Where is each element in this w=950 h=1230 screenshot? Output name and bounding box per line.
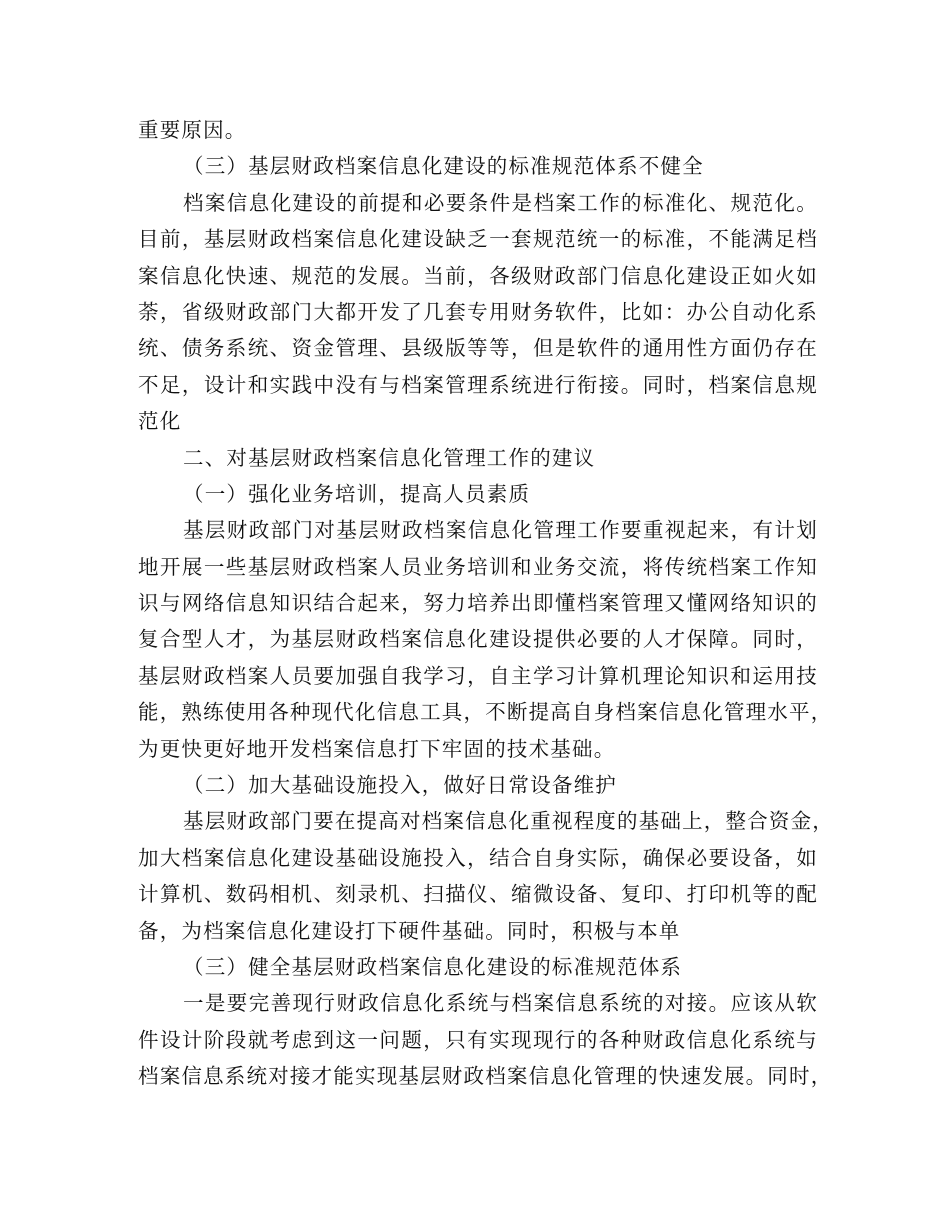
text-line: 为更快更好地开发档案信息打下牢固的技术基础。 — [138, 736, 616, 761]
text-line: 一是要完善现行财政信息化系统与档案信息系统的对接。应该从软 — [183, 991, 818, 1016]
chapter-heading: 二、对基层财政档案信息化管理工作的建议 — [183, 445, 596, 470]
text-line: 范化 — [138, 409, 182, 434]
text-line: 荼，省级财政部门大都开发了几套专用财务软件，比如：办公自动化系 — [138, 299, 818, 324]
text-line: 件设计阶段就考虑到这一问题，只有实现现行的各种财政信息化系统与 — [138, 1027, 818, 1052]
text-line: 案信息化快速、规范的发展。当前，各级财政部门信息化建设正如火如 — [138, 263, 818, 288]
section-heading: （一）强化业务培训，提高人员素质 — [183, 481, 531, 506]
text-line: 地开展一些基层财政档案人员业务培训和业务交流，将传统档案工作知 — [138, 554, 818, 579]
section-heading: （三）基层财政档案信息化建设的标准规范体系不健全 — [183, 154, 704, 179]
text-line: 统、债务系统、资金管理、县级版等等，但是软件的通用性方面仍存在 — [138, 336, 818, 361]
body-text — [138, 112, 834, 1095]
text-line: 复合型人才，为基层财政档案信息化建设提供必要的人才保障。同时， — [138, 627, 818, 652]
section-heading: （三）健全基层财政档案信息化建设的标准规范体系 — [183, 954, 683, 979]
text-line: 重要原因。 — [138, 118, 247, 142]
text-line: 档案信息系统对接才能实现基层财政档案信息化管理的快速发展。同时， — [138, 1064, 833, 1089]
text-line: 备，为档案信息化建设打下硬件基础。同时，积极与本单 — [138, 918, 681, 943]
text-line: 目前，基层财政档案信息化建设缺乏一套规范统一的标准，不能满足档 — [138, 227, 818, 252]
text-line: 加大档案信息化建设基础设施投入，结合自身实际，确保必要设备，如 — [138, 845, 818, 870]
text-line: 基层财政部门要在提高对档案信息化重视程度的基础上，整合资金， — [183, 809, 834, 834]
text-line: 识与网络信息知识结合起来，努力培养出即懂档案管理又懂网络知识的 — [138, 591, 818, 616]
text-line: 基层财政档案人员要加强自我学习，自主学习计算机理论知识和运用技 — [138, 663, 818, 688]
text-line: 基层财政部门对基层财政档案信息化管理工作要重视起来，有计划 — [183, 518, 818, 543]
text-line: 能，熟练使用各种现代化信息工具，不断提高自身档案信息化管理水平， — [138, 700, 833, 725]
section-heading: （二）加大基础设施投入，做好日常设备维护 — [183, 773, 617, 798]
text-line: 计算机、数码相机、刻录机、扫描仪、缩微设备、复印、打印机等的配 — [138, 882, 818, 907]
text-line: 不足，设计和实践中没有与档案管理系统进行衔接。同时，档案信息规 — [138, 372, 818, 397]
text-line: 档案信息化建设的前提和必要条件是档案工作的标准化、规范化。 — [183, 190, 818, 215]
